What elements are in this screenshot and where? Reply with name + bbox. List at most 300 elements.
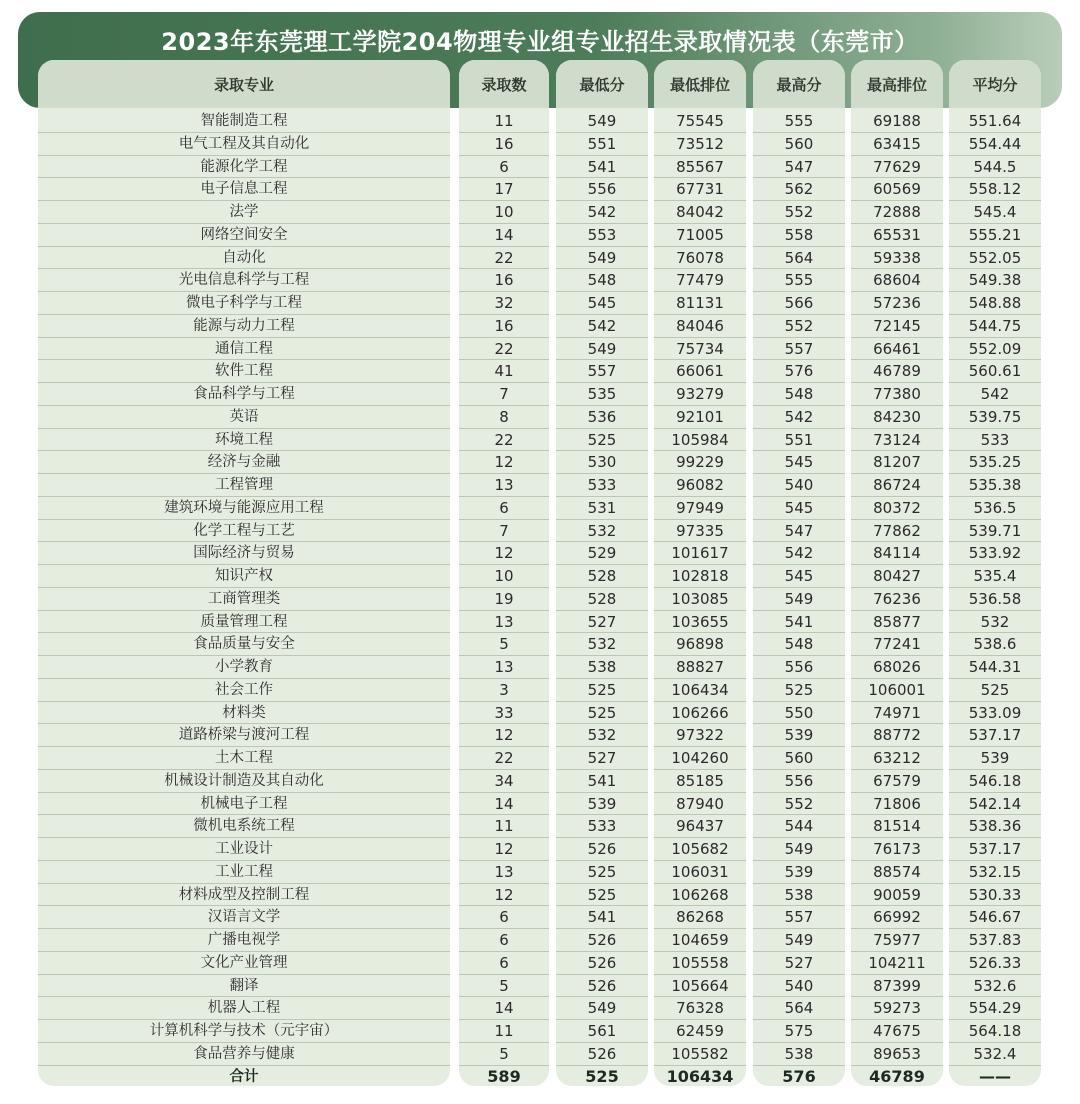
table-cell-min-rank: 97322 xyxy=(654,724,746,747)
table-cell-min-score: 528 xyxy=(556,588,648,611)
table-cell-major: 机器人工程 xyxy=(38,997,450,1020)
table-cell-min-rank: 106268 xyxy=(654,884,746,907)
table-cell-admitted-count: 22 xyxy=(459,338,549,361)
table-cell-max-score: 552 xyxy=(753,315,845,338)
table-cell-avg-score: 554.29 xyxy=(949,997,1041,1020)
table-cell-max-rank: 72145 xyxy=(851,315,943,338)
table-cell-max-rank: 59273 xyxy=(851,997,943,1020)
header-admitted-count: 录取数 xyxy=(459,60,549,108)
table-cell-min-rank: 92101 xyxy=(654,406,746,429)
table-cell-admitted-count: 33 xyxy=(459,702,549,725)
column-max-score xyxy=(753,60,845,1086)
table-cell-avg-score: 535.25 xyxy=(949,451,1041,474)
table-cell-min-score: 525 xyxy=(556,861,648,884)
table-cell-avg-score: 525 xyxy=(949,679,1041,702)
table-cell-min-rank: 106434 xyxy=(654,679,746,702)
table-cell-admitted-count: 11 xyxy=(459,815,549,838)
table-cell-major: 机械设计制造及其自动化 xyxy=(38,770,450,793)
table-cell-max-score: 538 xyxy=(753,884,845,907)
table-cell-avg-score: 544.31 xyxy=(949,656,1041,679)
table-cell-major: 社会工作 xyxy=(38,679,450,702)
table-cell-major: 汉语言文学 xyxy=(38,906,450,929)
table-cell-min-score: 549 xyxy=(556,247,648,270)
table-cell-min-score: 525 xyxy=(556,702,648,725)
table-cell-max-score: 576 xyxy=(753,360,845,383)
table-cell-min-score: 549 xyxy=(556,338,648,361)
table-cell-major: 能源化学工程 xyxy=(38,156,450,179)
table-cell-min-rank: 73512 xyxy=(654,133,746,156)
table-cell-avg-score: 558.12 xyxy=(949,178,1041,201)
table-cell-admitted-count: 12 xyxy=(459,451,549,474)
table-cell-major: 经济与金融 xyxy=(38,451,450,474)
table-cell-major: 知识产权 xyxy=(38,565,450,588)
header-major: 录取专业 xyxy=(38,60,450,108)
table-cell-max-rank: 90059 xyxy=(851,884,943,907)
table-cell-major: 工业工程 xyxy=(38,861,450,884)
table-cell-max-score: 560 xyxy=(753,747,845,770)
table-cell-major: 自动化 xyxy=(38,247,450,270)
table-cell-max-rank: 46789 xyxy=(851,360,943,383)
table-cell-min-rank: 85185 xyxy=(654,770,746,793)
table-cell-min-score: 549 xyxy=(556,110,648,133)
table-cell-avg-score: 544.75 xyxy=(949,315,1041,338)
table-cell-admitted-count: 5 xyxy=(459,633,549,656)
table-cell-min-score: 526 xyxy=(556,1043,648,1066)
table-cell-max-rank: 81207 xyxy=(851,451,943,474)
table-cell-min-score: 551 xyxy=(556,133,648,156)
table-cell-max-score: 549 xyxy=(753,838,845,861)
total-cell-admitted-count: 589 xyxy=(487,1066,521,1086)
table-cell-min-rank: 87940 xyxy=(654,793,746,816)
table-cell-max-score: 547 xyxy=(753,520,845,543)
table-cell-max-score: 538 xyxy=(753,1043,845,1066)
table-cell-min-score: 539 xyxy=(556,793,648,816)
table-cell-avg-score: 532.6 xyxy=(949,975,1041,998)
table-cell-major: 文化产业管理 xyxy=(38,952,450,975)
table-cell-admitted-count: 13 xyxy=(459,611,549,634)
table-cell-major: 计算机科学与技术（元宇宙） xyxy=(38,1020,450,1043)
table-cell-min-rank: 67731 xyxy=(654,178,746,201)
table-cell-max-rank: 89653 xyxy=(851,1043,943,1066)
table-cell-major: 微电子科学与工程 xyxy=(38,292,450,315)
table-cell-max-score: 547 xyxy=(753,156,845,179)
table-cell-max-score: 545 xyxy=(753,565,845,588)
table-cell-min-score: 532 xyxy=(556,724,648,747)
table-cell-max-rank: 65531 xyxy=(851,224,943,247)
table-cell-max-score: 555 xyxy=(753,110,845,133)
table-cell-max-score: 542 xyxy=(753,542,845,565)
table-cell-min-rank: 105664 xyxy=(654,975,746,998)
table-cell-min-rank: 62459 xyxy=(654,1020,746,1043)
table-cell-max-rank: 77862 xyxy=(851,520,943,543)
table-cell-min-score: 525 xyxy=(556,884,648,907)
column-admitted-count xyxy=(459,60,549,1086)
table-cell-major: 环境工程 xyxy=(38,429,450,452)
table-cell-avg-score: 533.09 xyxy=(949,702,1041,725)
table-cell-min-rank: 66061 xyxy=(654,360,746,383)
table-cell-avg-score: 535.38 xyxy=(949,474,1041,497)
table-cell-avg-score: 539.75 xyxy=(949,406,1041,429)
table-cell-admitted-count: 11 xyxy=(459,1020,549,1043)
table-cell-min-rank: 88827 xyxy=(654,656,746,679)
table-cell-admitted-count: 17 xyxy=(459,178,549,201)
table-cell-avg-score: 526.33 xyxy=(949,952,1041,975)
table-cell-max-rank: 77629 xyxy=(851,156,943,179)
table-cell-min-score: 541 xyxy=(556,156,648,179)
table-cell-min-score: 542 xyxy=(556,315,648,338)
table-cell-admitted-count: 19 xyxy=(459,588,549,611)
table-cell-max-rank: 71806 xyxy=(851,793,943,816)
table-cell-max-rank: 88574 xyxy=(851,861,943,884)
table-cell-min-rank: 106266 xyxy=(654,702,746,725)
table-cell-min-score: 531 xyxy=(556,497,648,520)
table-cell-avg-score: 537.83 xyxy=(949,929,1041,952)
total-cell-max-rank: 46789 xyxy=(869,1066,925,1086)
table-cell-max-rank: 60569 xyxy=(851,178,943,201)
table-cell-max-rank: 88772 xyxy=(851,724,943,747)
table-cell-max-rank: 76173 xyxy=(851,838,943,861)
table-cell-max-rank: 86724 xyxy=(851,474,943,497)
table-cell-max-rank: 76236 xyxy=(851,588,943,611)
table-cell-max-rank: 80372 xyxy=(851,497,943,520)
table-cell-max-rank: 68026 xyxy=(851,656,943,679)
table-cell-max-score: 539 xyxy=(753,861,845,884)
table-cell-major: 网络空间安全 xyxy=(38,224,450,247)
table-cell-major: 电子信息工程 xyxy=(38,178,450,201)
table-cell-min-score: 549 xyxy=(556,997,648,1020)
table-cell-max-score: 525 xyxy=(753,679,845,702)
table-cell-max-rank: 87399 xyxy=(851,975,943,998)
table-cell-min-score: 553 xyxy=(556,224,648,247)
table-cell-avg-score: 552.05 xyxy=(949,247,1041,270)
table-cell-min-rank: 105558 xyxy=(654,952,746,975)
table-cell-avg-score: 552.09 xyxy=(949,338,1041,361)
total-cell-avg-score: —— xyxy=(979,1066,1011,1086)
table-cell-min-rank: 84042 xyxy=(654,201,746,224)
table-cell-max-score: 555 xyxy=(753,269,845,292)
column-min-score xyxy=(556,60,648,1086)
table-cell-max-rank: 75977 xyxy=(851,929,943,952)
table-cell-min-rank: 106031 xyxy=(654,861,746,884)
table-cell-max-score: 564 xyxy=(753,997,845,1020)
table-cell-major: 英语 xyxy=(38,406,450,429)
table-cell-major: 能源与动力工程 xyxy=(38,315,450,338)
table-cell-avg-score: 554.44 xyxy=(949,133,1041,156)
table-cell-min-score: 532 xyxy=(556,633,648,656)
table-cell-admitted-count: 12 xyxy=(459,724,549,747)
table-cell-max-rank: 106001 xyxy=(851,679,943,702)
table-cell-min-rank: 75734 xyxy=(654,338,746,361)
table-cell-admitted-count: 14 xyxy=(459,224,549,247)
table-cell-admitted-count: 5 xyxy=(459,975,549,998)
table-cell-min-rank: 96437 xyxy=(654,815,746,838)
table-cell-min-rank: 76328 xyxy=(654,997,746,1020)
table-cell-min-score: 538 xyxy=(556,656,648,679)
table-cell-max-rank: 85877 xyxy=(851,611,943,634)
table-cell-admitted-count: 12 xyxy=(459,542,549,565)
table-cell-min-rank: 105682 xyxy=(654,838,746,861)
table-cell-major: 软件工程 xyxy=(38,360,450,383)
table-cell-min-rank: 101617 xyxy=(654,542,746,565)
table-cell-max-score: 549 xyxy=(753,588,845,611)
table-cell-avg-score: 537.17 xyxy=(949,724,1041,747)
header-min-score: 最低分 xyxy=(556,60,648,108)
table-cell-min-rank: 81131 xyxy=(654,292,746,315)
table-cell-min-rank: 76078 xyxy=(654,247,746,270)
table-cell-admitted-count: 13 xyxy=(459,656,549,679)
table-cell-min-rank: 104659 xyxy=(654,929,746,952)
table-cell-avg-score: 546.18 xyxy=(949,770,1041,793)
table-cell-max-score: 557 xyxy=(753,338,845,361)
total-cell-min-rank: 106434 xyxy=(666,1066,734,1086)
table-cell-max-score: 556 xyxy=(753,770,845,793)
table-cell-major: 食品科学与工程 xyxy=(38,383,450,406)
table-cell-admitted-count: 6 xyxy=(459,497,549,520)
table-cell-admitted-count: 6 xyxy=(459,906,549,929)
table-cell-admitted-count: 16 xyxy=(459,315,549,338)
table-cell-avg-score: 536.5 xyxy=(949,497,1041,520)
table-cell-max-rank: 74971 xyxy=(851,702,943,725)
table-cell-min-score: 535 xyxy=(556,383,648,406)
table-cell-max-rank: 69188 xyxy=(851,110,943,133)
table-cell-admitted-count: 6 xyxy=(459,929,549,952)
table-cell-min-rank: 86268 xyxy=(654,906,746,929)
table-cell-max-score: 558 xyxy=(753,224,845,247)
table-cell-min-rank: 93279 xyxy=(654,383,746,406)
column-min-rank xyxy=(654,60,746,1086)
table-cell-admitted-count: 14 xyxy=(459,997,549,1020)
table-cell-admitted-count: 10 xyxy=(459,565,549,588)
table-cell-admitted-count: 7 xyxy=(459,383,549,406)
table-cell-max-score: 552 xyxy=(753,201,845,224)
table-cell-max-score: 562 xyxy=(753,178,845,201)
table-cell-major: 道路桥梁与渡河工程 xyxy=(38,724,450,747)
table-cell-min-score: 526 xyxy=(556,929,648,952)
table-cell-admitted-count: 3 xyxy=(459,679,549,702)
table-cell-min-rank: 103085 xyxy=(654,588,746,611)
table-cell-max-rank: 67579 xyxy=(851,770,943,793)
table-cell-avg-score: 536.58 xyxy=(949,588,1041,611)
table-cell-avg-score: 532 xyxy=(949,611,1041,634)
table-cell-major: 建筑环境与能源应用工程 xyxy=(38,497,450,520)
table-cell-max-rank: 84230 xyxy=(851,406,943,429)
table-cell-max-rank: 72888 xyxy=(851,201,943,224)
table-cell-min-rank: 96898 xyxy=(654,633,746,656)
table-cell-max-score: 556 xyxy=(753,656,845,679)
table-cell-min-rank: 104260 xyxy=(654,747,746,770)
header-min-rank: 最低排位 xyxy=(654,60,746,108)
table-cell-min-score: 533 xyxy=(556,474,648,497)
table-cell-avg-score: 555.21 xyxy=(949,224,1041,247)
table-cell-max-score: 545 xyxy=(753,497,845,520)
table-cell-min-score: 557 xyxy=(556,360,648,383)
table-cell-max-rank: 57236 xyxy=(851,292,943,315)
table-cell-min-score: 526 xyxy=(556,975,648,998)
column-max-rank xyxy=(851,60,943,1086)
table-cell-max-score: 540 xyxy=(753,975,845,998)
table-cell-min-score: 527 xyxy=(556,611,648,634)
table-cell-max-rank: 63212 xyxy=(851,747,943,770)
table-cell-admitted-count: 5 xyxy=(459,1043,549,1066)
table-cell-max-score: 539 xyxy=(753,724,845,747)
table-cell-max-rank: 84114 xyxy=(851,542,943,565)
table-cell-max-rank: 104211 xyxy=(851,952,943,975)
table-cell-max-score: 549 xyxy=(753,929,845,952)
table-cell-max-score: 560 xyxy=(753,133,845,156)
table-cell-max-score: 566 xyxy=(753,292,845,315)
table-cell-min-score: 526 xyxy=(556,952,648,975)
table-cell-major: 工业设计 xyxy=(38,838,450,861)
table-cell-max-rank: 59338 xyxy=(851,247,943,270)
table-cell-max-rank: 47675 xyxy=(851,1020,943,1043)
table-cell-avg-score: 538.6 xyxy=(949,633,1041,656)
table-cell-min-score: 526 xyxy=(556,838,648,861)
table-cell-min-rank: 75545 xyxy=(654,110,746,133)
table-cell-major: 工程管理 xyxy=(38,474,450,497)
table-cell-admitted-count: 41 xyxy=(459,360,549,383)
table-cell-avg-score: 530.33 xyxy=(949,884,1041,907)
table-cell-admitted-count: 8 xyxy=(459,406,549,429)
table-cell-min-score: 545 xyxy=(556,292,648,315)
table-cell-avg-score: 560.61 xyxy=(949,360,1041,383)
table-cell-major: 智能制造工程 xyxy=(38,110,450,133)
table-cell-max-rank: 66992 xyxy=(851,906,943,929)
table-cell-admitted-count: 16 xyxy=(459,133,549,156)
table-cell-major: 国际经济与贸易 xyxy=(38,542,450,565)
table-cell-max-score: 557 xyxy=(753,906,845,929)
table-cell-avg-score: 544.5 xyxy=(949,156,1041,179)
table-cell-max-rank: 68604 xyxy=(851,269,943,292)
table-cell-min-rank: 77479 xyxy=(654,269,746,292)
table-cell-admitted-count: 22 xyxy=(459,247,549,270)
table-cell-max-score: 548 xyxy=(753,383,845,406)
table-cell-max-score: 550 xyxy=(753,702,845,725)
table-cell-min-score: 542 xyxy=(556,201,648,224)
table-cell-avg-score: 533.92 xyxy=(949,542,1041,565)
table-cell-min-rank: 97335 xyxy=(654,520,746,543)
table-cell-avg-score: 539 xyxy=(949,747,1041,770)
table-cell-max-rank: 77241 xyxy=(851,633,943,656)
table-cell-major: 化学工程与工艺 xyxy=(38,520,450,543)
table-cell-major: 食品质量与安全 xyxy=(38,633,450,656)
table-cell-admitted-count: 7 xyxy=(459,520,549,543)
table-cell-avg-score: 564.18 xyxy=(949,1020,1041,1043)
table-cell-major: 质量管理工程 xyxy=(38,611,450,634)
table-cell-min-score: 533 xyxy=(556,815,648,838)
table-cell-major: 材料类 xyxy=(38,702,450,725)
table-cell-avg-score: 546.67 xyxy=(949,906,1041,929)
table-cell-avg-score: 542.14 xyxy=(949,793,1041,816)
table-cell-avg-score: 532.15 xyxy=(949,861,1041,884)
table-cell-admitted-count: 11 xyxy=(459,110,549,133)
table-cell-min-score: 532 xyxy=(556,520,648,543)
table-cell-avg-score: 539.71 xyxy=(949,520,1041,543)
table-cell-major: 小学教育 xyxy=(38,656,450,679)
table-cell-max-rank: 81514 xyxy=(851,815,943,838)
total-cell-min-score: 525 xyxy=(585,1066,619,1086)
table-cell-admitted-count: 10 xyxy=(459,201,549,224)
table-cell-min-rank: 105582 xyxy=(654,1043,746,1066)
table-cell-min-score: 528 xyxy=(556,565,648,588)
header-max-rank: 最高排位 xyxy=(851,60,943,108)
header-max-score: 最高分 xyxy=(753,60,845,108)
table-cell-avg-score: 549.38 xyxy=(949,269,1041,292)
table-cell-min-rank: 99229 xyxy=(654,451,746,474)
table-cell-max-score: 575 xyxy=(753,1020,845,1043)
table-cell-min-score: 527 xyxy=(556,747,648,770)
table-cell-admitted-count: 6 xyxy=(459,156,549,179)
column-major xyxy=(38,60,450,1086)
table-cell-min-score: 561 xyxy=(556,1020,648,1043)
table-cell-max-rank: 80427 xyxy=(851,565,943,588)
table-cell-max-score: 551 xyxy=(753,429,845,452)
table-cell-min-score: 541 xyxy=(556,770,648,793)
table-cell-major: 机械电子工程 xyxy=(38,793,450,816)
table-cell-min-score: 541 xyxy=(556,906,648,929)
table-cell-min-score: 529 xyxy=(556,542,648,565)
table-cell-admitted-count: 14 xyxy=(459,793,549,816)
table-cell-avg-score: 542 xyxy=(949,383,1041,406)
table-cell-major: 电气工程及其自动化 xyxy=(38,133,450,156)
table-cell-avg-score: 551.64 xyxy=(949,110,1041,133)
table-cell-min-rank: 105984 xyxy=(654,429,746,452)
total-cell-max-score: 576 xyxy=(782,1066,816,1086)
table-cell-max-score: 541 xyxy=(753,611,845,634)
table-cell-admitted-count: 16 xyxy=(459,269,549,292)
table-cell-major: 光电信息科学与工程 xyxy=(38,269,450,292)
column-avg-score xyxy=(949,60,1041,1086)
table-cell-avg-score: 535.4 xyxy=(949,565,1041,588)
table-cell-major: 微机电系统工程 xyxy=(38,815,450,838)
table-cell-avg-score: 532.4 xyxy=(949,1043,1041,1066)
table-cell-max-score: 544 xyxy=(753,815,845,838)
table-cell-max-score: 542 xyxy=(753,406,845,429)
table-cell-max-score: 548 xyxy=(753,633,845,656)
table-cell-major: 通信工程 xyxy=(38,338,450,361)
table-cell-max-score: 564 xyxy=(753,247,845,270)
table-cell-min-rank: 71005 xyxy=(654,224,746,247)
table-cell-major: 工商管理类 xyxy=(38,588,450,611)
table-cell-avg-score: 538.36 xyxy=(949,815,1041,838)
table-cell-avg-score: 548.88 xyxy=(949,292,1041,315)
table-cell-admitted-count: 22 xyxy=(459,747,549,770)
table-cell-min-rank: 97949 xyxy=(654,497,746,520)
table-cell-min-score: 548 xyxy=(556,269,648,292)
table-cell-min-rank: 85567 xyxy=(654,156,746,179)
total-cell-major: 合计 xyxy=(229,1068,259,1085)
table-cell-min-score: 556 xyxy=(556,178,648,201)
table-cell-admitted-count: 22 xyxy=(459,429,549,452)
header-avg-score: 平均分 xyxy=(949,60,1041,108)
table-cell-avg-score: 533 xyxy=(949,429,1041,452)
table-cell-major: 法学 xyxy=(38,201,450,224)
table-cell-min-rank: 96082 xyxy=(654,474,746,497)
table-cell-min-rank: 84046 xyxy=(654,315,746,338)
page-title: 2023年东莞理工学院204物理专业组专业招生录取情况表（东莞市） xyxy=(161,28,919,56)
table-cell-major: 材料成型及控制工程 xyxy=(38,884,450,907)
table-cell-major: 土木工程 xyxy=(38,747,450,770)
table-cell-min-rank: 102818 xyxy=(654,565,746,588)
table-cell-max-rank: 66461 xyxy=(851,338,943,361)
table-cell-admitted-count: 13 xyxy=(459,861,549,884)
table-cell-min-score: 536 xyxy=(556,406,648,429)
table-cell-max-score: 527 xyxy=(753,952,845,975)
table-cell-admitted-count: 12 xyxy=(459,838,549,861)
table-cell-min-score: 525 xyxy=(556,429,648,452)
table-cell-max-score: 545 xyxy=(753,451,845,474)
table-cell-admitted-count: 32 xyxy=(459,292,549,315)
table-cell-max-score: 552 xyxy=(753,793,845,816)
